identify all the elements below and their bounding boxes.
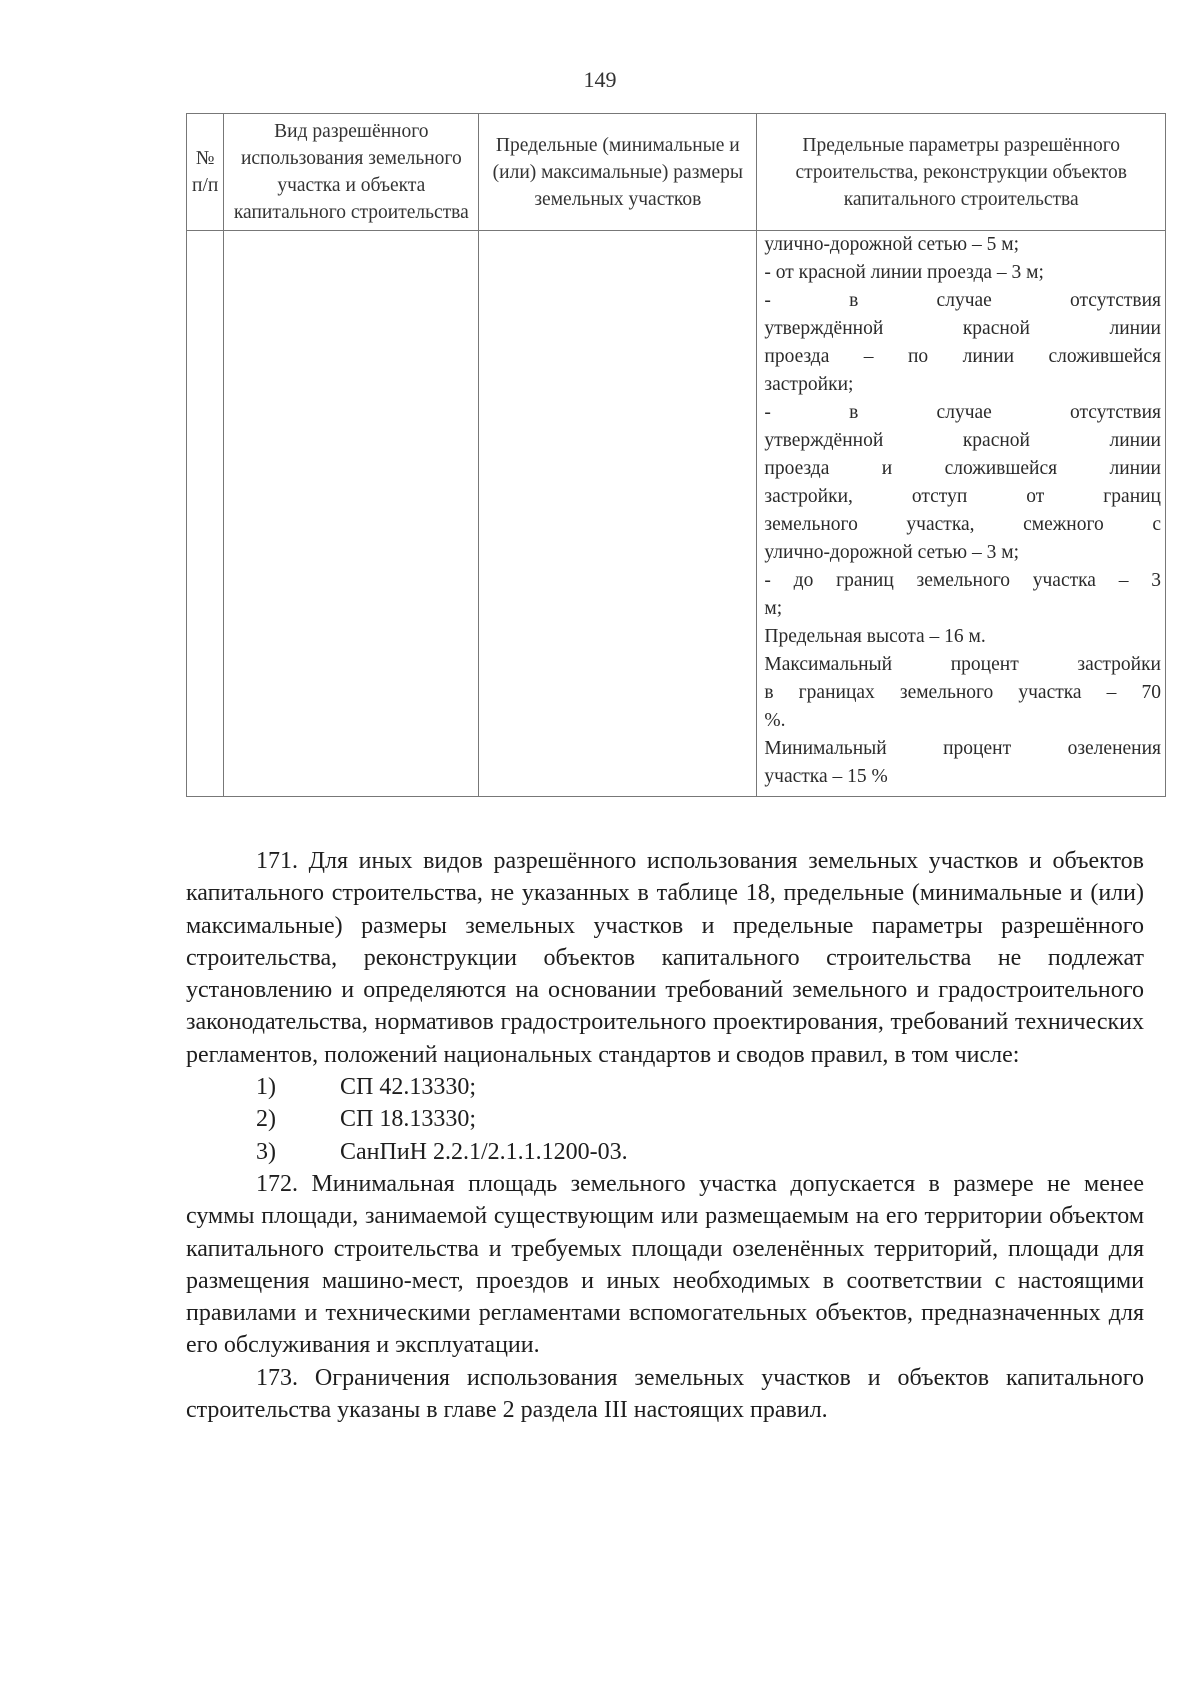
param-line: - от красной линии проезда – 3 м; [764, 262, 1044, 283]
cell-plot-sizes [479, 231, 757, 797]
section-171 [186, 845, 1144, 1426]
list-text: СП 18.13330; [340, 1106, 477, 1133]
param-line: проезда и сложившейся линии [764, 458, 1161, 479]
table-header-row [187, 114, 1166, 231]
param-line: в границах земельного участка – 70 [764, 682, 1161, 703]
list-text: СанПиН 2.2.1/2.1.1.1200-03. [340, 1138, 628, 1165]
header-number: № п/п [187, 114, 224, 231]
param-line: застройки, отступ от границ [764, 486, 1161, 507]
list-number: 2) [256, 1106, 276, 1133]
param-line: участка – 15 % [764, 766, 888, 787]
parameters-table [186, 113, 1166, 797]
param-line: застройки; [764, 374, 854, 395]
paragraph-171: 171. Для иных видов разрешённого использования земельных участков и объектов капитального строительства, не указанных в таблице 18, предельные (минимальные и (или) максимальные) размеры земельных участков и предельные параметры разрешённого строительства, реконструкции объектов капитального строительства не подлежат установлению и определяются на основании требований земельного и градостроительного законодательства, нормативов градостроительного проектирования, требований технических регламентов, положений национальных стандартов и сводов правил, в том числе: [186, 848, 1144, 1068]
param-line: Максимальный процент застройки [764, 654, 1161, 675]
table-row [187, 231, 1166, 797]
paragraph-172: 172. Минимальная площадь земельного участка допускается в размере не менее суммы площади, занимаемой существующим или размещаемым на его территории объектом капитального строительства и требуемых площади озеленённых территорий, площади для размещения машино-мест, проездов и иных необходимых в соответствии с настоящими правилами и техническими регламентами вспомогательных объектов, предназначенных для его обслуживания и эксплуатации. [186, 1170, 1144, 1359]
list-item [186, 1136, 1144, 1168]
param-line: улично-дорожной сетью – 5 м; [764, 234, 1020, 255]
param-line: проезда – по линии сложившейся [764, 346, 1161, 367]
paragraph-173: 173. Ограничения использования земельных участков и объектов капитального строительства указаны в главе 2 раздела III настоящих правил. [186, 1364, 1144, 1424]
param-line: - в случае отсутствия [764, 290, 1161, 311]
list-item [186, 1071, 1144, 1103]
param-line: утверждённой красной линии [764, 318, 1161, 339]
param-line: м; [764, 598, 783, 619]
list-number: 1) [256, 1074, 276, 1101]
param-line: Минимальный процент озеленения [764, 738, 1161, 759]
list-item [186, 1103, 1144, 1135]
param-line: земельного участка, смежного с [764, 514, 1161, 535]
cell-number [187, 231, 224, 797]
cell-build-params [757, 231, 1166, 797]
list-number: 3) [256, 1138, 276, 1165]
header-plot-sizes: Предельные (минимальные и (или) максимальные) размеры земельных участков [479, 114, 757, 231]
param-line: утверждённой красной линии [764, 430, 1161, 451]
list-text: СП 42.13330; [340, 1074, 477, 1101]
param-line: улично-дорожной сетью – 3 м; [764, 542, 1020, 563]
param-line: - в случае отсутствия [764, 402, 1161, 423]
header-use-kind: Вид разрешённого использования земельного участка и объекта капитального строительства [224, 114, 479, 231]
param-line: - до границ земельного участка – 3 [764, 570, 1161, 591]
header-build-params: Предельные параметры разрешённого строительства, реконструкции объектов капитального строительства [757, 114, 1166, 231]
param-line: %. [764, 710, 786, 731]
param-line: Предельная высота – 16 м. [764, 626, 986, 647]
page-number: 149 [583, 67, 617, 92]
cell-use-kind [224, 231, 479, 797]
